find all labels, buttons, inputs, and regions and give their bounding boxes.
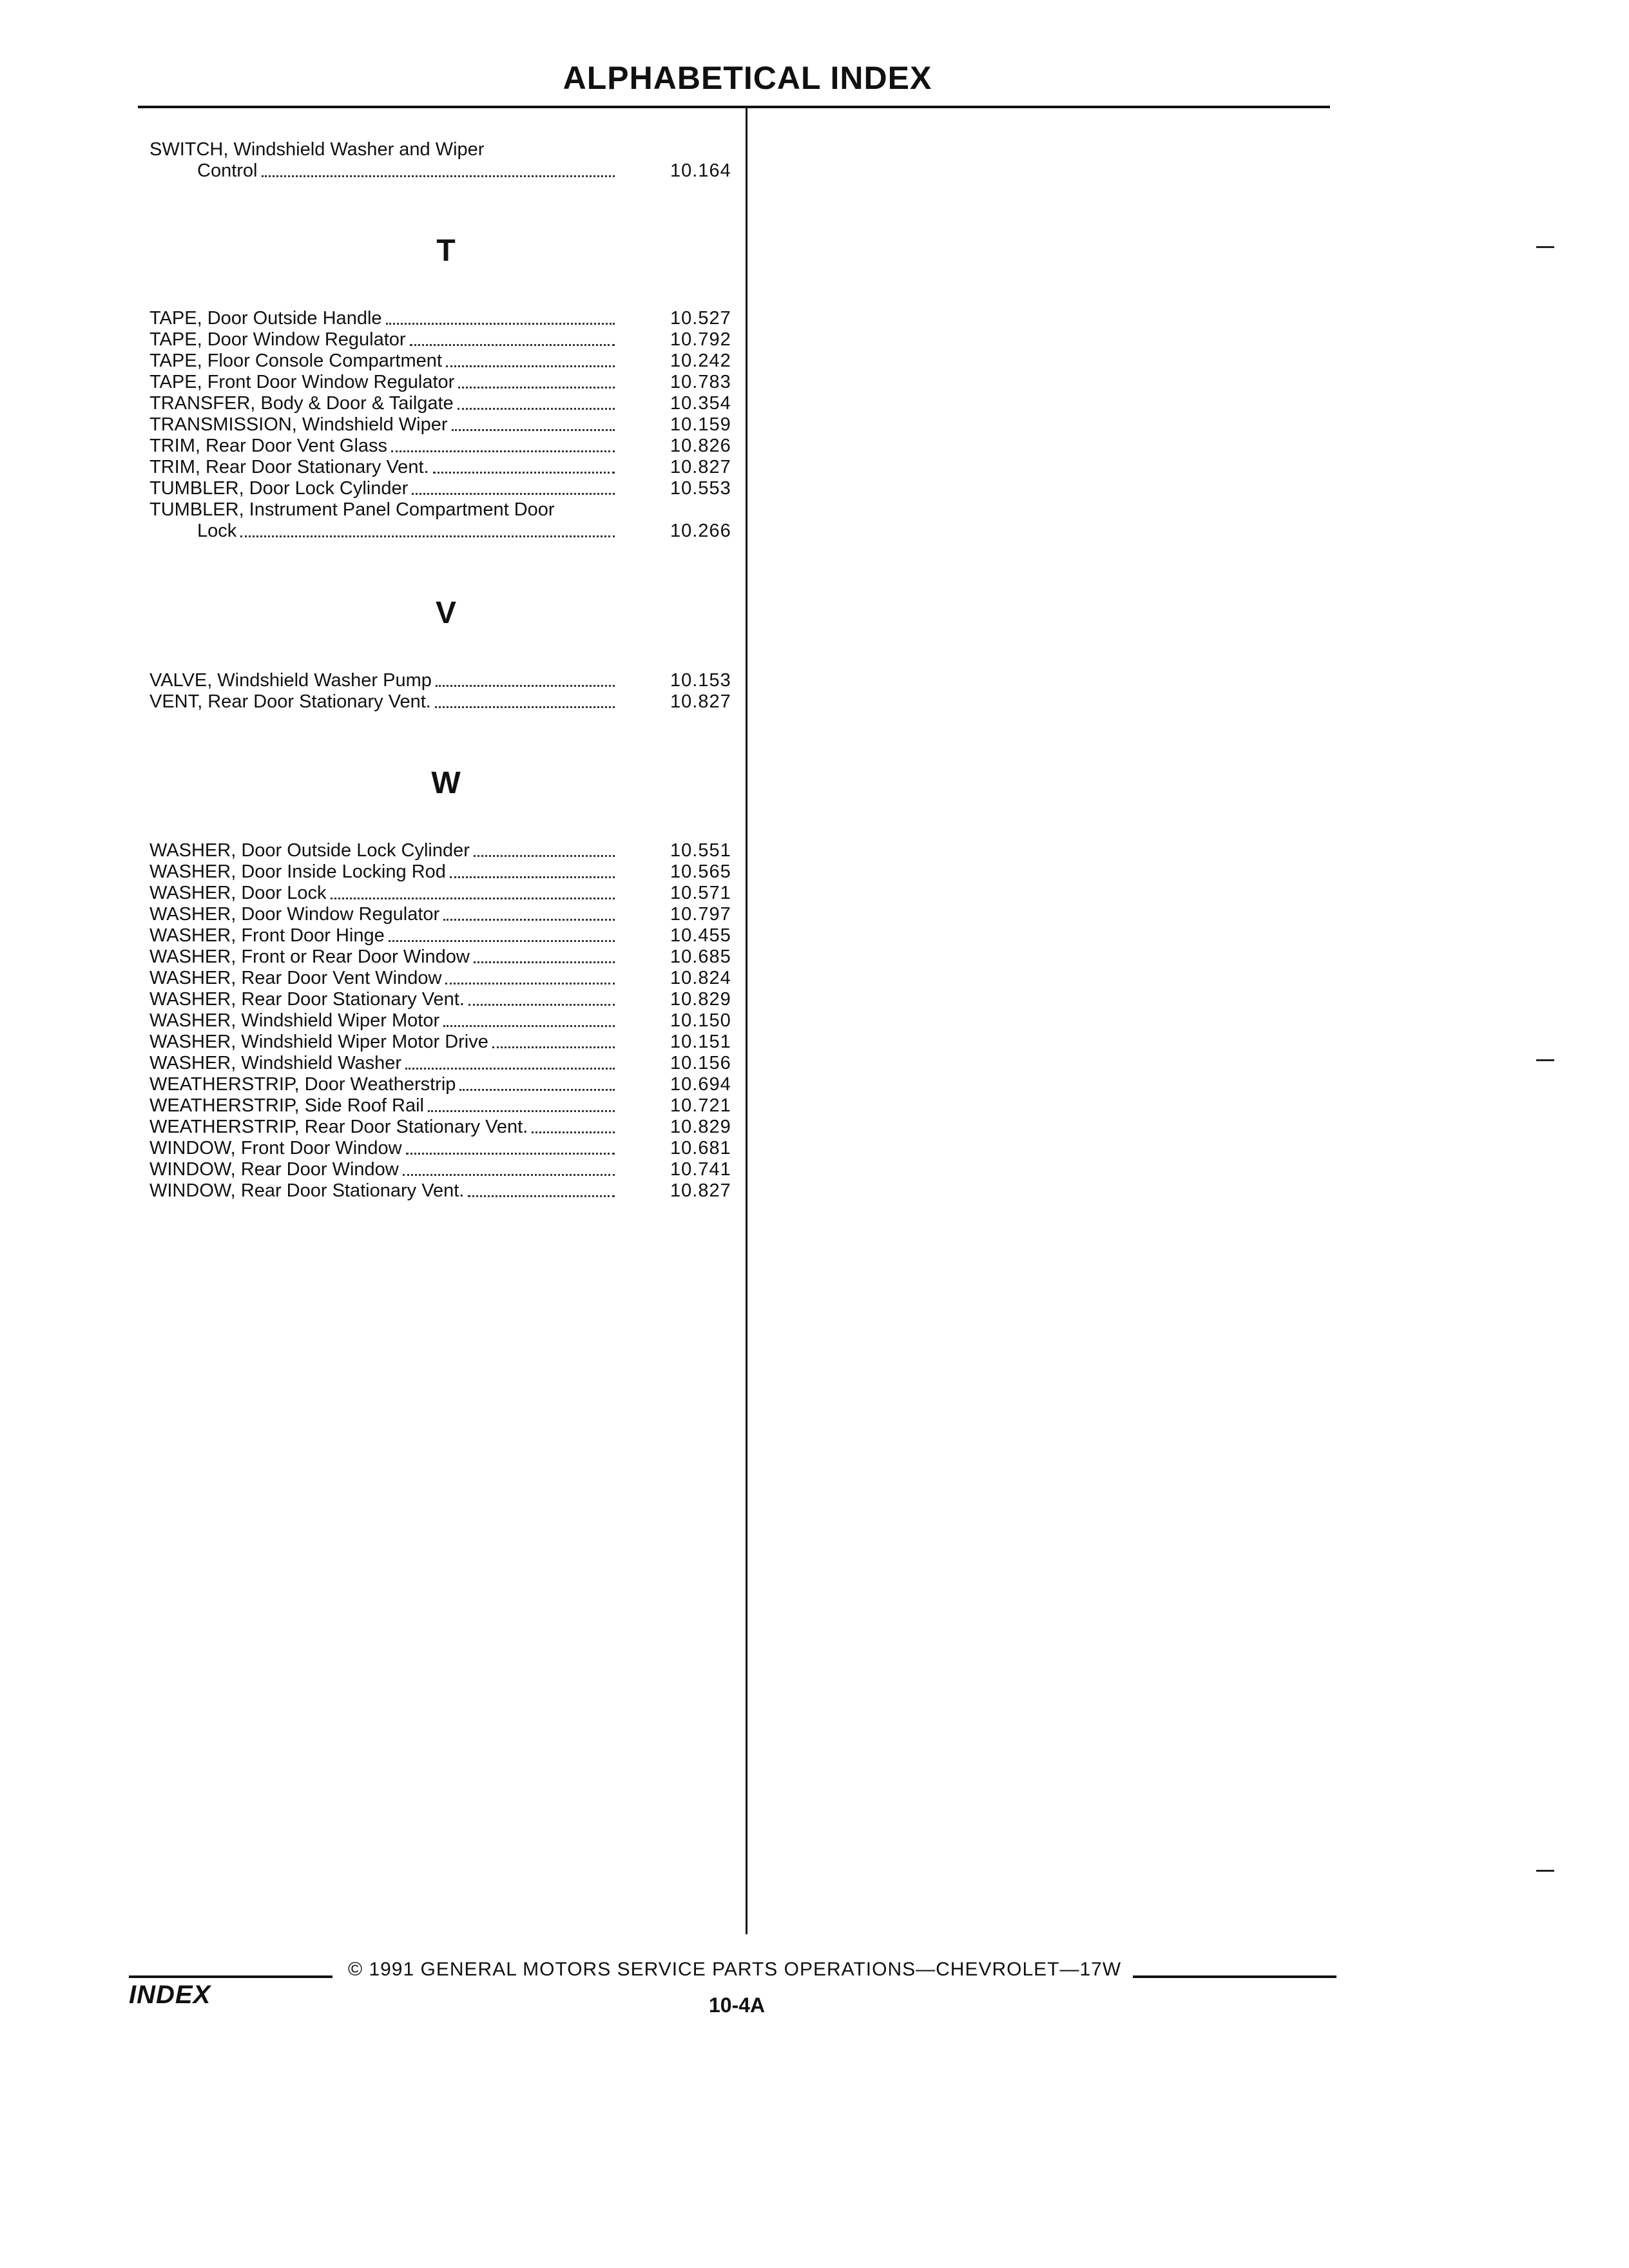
index-entry-page: 10.783 (670, 372, 731, 392)
dot-leader (468, 997, 615, 1006)
section-t-entries (149, 308, 742, 542)
index-entry-label: TRIM, Rear Door Stationary Vent. (149, 457, 429, 477)
dot-leader (450, 870, 615, 878)
column-divider (746, 107, 747, 1934)
index-entry-label: TAPE, Floor Console Compartment (149, 351, 442, 371)
index-entry-label: WASHER, Front Door Hinge (149, 925, 385, 946)
page-number: 10-4A (709, 1994, 766, 2017)
index-entry (149, 840, 742, 861)
index-entry (149, 457, 742, 478)
index-entry-page: 10.685 (670, 947, 731, 967)
index-entry-label: WASHER, Rear Door Vent Window (149, 968, 442, 988)
dot-leader (468, 1189, 615, 1197)
copyright-notice: © 1991 GENERAL MOTORS SERVICE PARTS OPERATIONS—CHEVROLET—17W (348, 1959, 1122, 1980)
index-entry (149, 393, 742, 414)
dot-leader (391, 444, 615, 452)
index-entry (149, 351, 742, 372)
index-entry-page: 10.741 (670, 1159, 731, 1180)
index-entry-page: 10.829 (670, 1117, 731, 1137)
index-entry-page: 10.824 (670, 968, 731, 988)
dot-leader (412, 486, 615, 495)
index-entry-page: 10.159 (670, 414, 731, 435)
index-entry-page: 10.827 (670, 457, 731, 477)
index-entry (149, 1074, 742, 1095)
index-entry-label: WASHER, Door Window Regulator (149, 904, 440, 925)
index-entry-label: TRANSMISSION, Windshield Wiper (149, 414, 448, 435)
index-entry (149, 1180, 742, 1202)
footer-section-label: INDEX (129, 1981, 211, 2009)
dot-leader (474, 955, 615, 963)
dot-leader (436, 678, 615, 687)
index-entry-label: Control (197, 160, 258, 181)
dot-leader (443, 1019, 615, 1027)
dot-leader (445, 976, 615, 985)
index-entry-page: 10.681 (670, 1138, 731, 1158)
index-entry (149, 1032, 742, 1053)
index-entry (149, 329, 742, 351)
footer-rule-right (1133, 1975, 1336, 1978)
index-entry-page: 10.242 (670, 351, 731, 371)
index-entry-label: WINDOW, Front Door Window (149, 1138, 402, 1158)
section-letter-v: V (435, 596, 456, 630)
dot-leader (459, 1082, 615, 1091)
index-entry (149, 372, 742, 393)
dot-leader (446, 359, 615, 367)
index-entry-page: 10.527 (670, 308, 731, 329)
index-entry (149, 947, 742, 968)
index-entry-label: Lock (197, 521, 237, 541)
index-entry-label: WASHER, Door Inside Locking Rod (149, 861, 446, 882)
page-title: ALPHABETICAL INDEX (563, 60, 932, 96)
index-entry-page: 10.571 (670, 883, 731, 903)
index-entry-label: VENT, Rear Door Stationary Vent. (149, 691, 431, 712)
index-entry-label: WASHER, Windshield Wiper Motor (149, 1010, 440, 1031)
index-entry-page: 10.827 (670, 1180, 731, 1201)
dot-leader (386, 316, 615, 325)
dot-leader (458, 380, 615, 389)
index-entry-label: WEATHERSTRIP, Rear Door Stationary Vent. (149, 1117, 528, 1137)
index-entry-line: TUMBLER, Instrument Panel Compartment Door (149, 499, 555, 520)
dot-leader (389, 934, 615, 942)
title-divider (138, 106, 1330, 108)
index-entry (149, 968, 742, 989)
margin-mark (1536, 1870, 1554, 1872)
section-letter-t: T (436, 234, 456, 268)
index-entry (149, 1053, 742, 1074)
section-s-entries (149, 139, 742, 182)
index-entry-page: 10.551 (670, 840, 731, 861)
index-entry-label: TUMBLER, Door Lock Cylinder (149, 478, 409, 499)
dot-leader (331, 891, 615, 899)
index-entry-page: 10.829 (670, 989, 731, 1010)
index-entry-label: TRIM, Rear Door Vent Glass (149, 436, 388, 456)
index-entry-label: WASHER, Door Outside Lock Cylinder (149, 840, 470, 861)
dot-leader (452, 423, 615, 431)
index-entry-page: 10.150 (670, 1010, 731, 1031)
index-entry-page: 10.827 (670, 691, 731, 712)
index-entry (149, 478, 742, 499)
index-entry (149, 521, 742, 542)
index-entry-label: VALVE, Windshield Washer Pump (149, 670, 432, 691)
dot-leader (474, 849, 615, 857)
index-entry (149, 160, 742, 182)
dot-leader (458, 401, 615, 410)
index-entry-page: 10.266 (670, 521, 731, 541)
index-entry-page: 10.694 (670, 1074, 731, 1095)
section-w-entries (149, 840, 742, 1202)
dot-leader (403, 1168, 615, 1176)
index-entry (149, 691, 742, 713)
margin-mark (1536, 1059, 1554, 1061)
index-entry-page: 10.156 (670, 1053, 731, 1073)
section-v-entries (149, 670, 742, 713)
index-entry (149, 308, 742, 329)
index-entry-label: WINDOW, Rear Door Window (149, 1159, 399, 1180)
index-entry-page: 10.553 (670, 478, 731, 499)
index-entry (149, 1159, 742, 1180)
index-entry (149, 436, 742, 457)
dot-leader (428, 1104, 615, 1112)
dot-leader (435, 700, 615, 708)
index-entry-page: 10.826 (670, 436, 731, 456)
index-entry-page: 10.792 (670, 329, 731, 350)
index-entry-page: 10.455 (670, 925, 731, 946)
dot-leader (492, 1040, 615, 1048)
index-entry-page: 10.153 (670, 670, 731, 691)
index-entry-label: WASHER, Front or Rear Door Window (149, 947, 470, 967)
dot-leader (443, 912, 615, 921)
index-entry-label: WEATHERSTRIP, Side Roof Rail (149, 1095, 424, 1116)
index-entry-label: TAPE, Front Door Window Regulator (149, 372, 455, 392)
dot-leader (433, 465, 615, 474)
index-entry-page: 10.797 (670, 904, 731, 925)
index-entry-label: TAPE, Door Outside Handle (149, 308, 382, 329)
dot-leader (406, 1146, 615, 1155)
index-entry-label: TRANSFER, Body & Door & Tailgate (149, 393, 454, 414)
index-entry (149, 1117, 742, 1138)
index-entry (149, 861, 742, 883)
index-entry (149, 414, 742, 436)
dot-leader (410, 338, 615, 346)
index-entry (149, 1095, 742, 1117)
index-entry (149, 989, 742, 1010)
index-entry-label: WASHER, Windshield Washer (149, 1053, 402, 1073)
dot-leader (532, 1125, 615, 1133)
index-entry-label: WASHER, Windshield Wiper Motor Drive (149, 1032, 488, 1052)
index-entry (149, 670, 742, 691)
index-entry (149, 1138, 742, 1159)
index-entry (149, 925, 742, 947)
index-entry-page: 10.565 (670, 861, 731, 882)
footer-rule-left (129, 1975, 333, 1978)
index-entry (149, 1010, 742, 1032)
dot-leader (240, 529, 615, 537)
index-entry-label: WASHER, Door Lock (149, 883, 327, 903)
dot-leader (262, 169, 615, 177)
index-entry-page: 10.354 (670, 393, 731, 414)
index-entry-page: 10.164 (670, 160, 731, 181)
index-entry-page: 10.151 (670, 1032, 731, 1052)
margin-mark (1536, 246, 1554, 248)
section-letter-w: W (431, 766, 461, 800)
index-entry (149, 904, 742, 925)
index-entry-label: WASHER, Rear Door Stationary Vent. (149, 989, 465, 1010)
index-entry-label: WINDOW, Rear Door Stationary Vent. (149, 1180, 465, 1201)
index-entry-page: 10.721 (670, 1095, 731, 1116)
index-entry-label: TAPE, Door Window Regulator (149, 329, 406, 350)
index-entry-label: WEATHERSTRIP, Door Weatherstrip (149, 1074, 456, 1095)
index-entry-line: SWITCH, Windshield Washer and Wiper (149, 139, 485, 160)
dot-leader (405, 1061, 615, 1070)
index-entry (149, 883, 742, 904)
